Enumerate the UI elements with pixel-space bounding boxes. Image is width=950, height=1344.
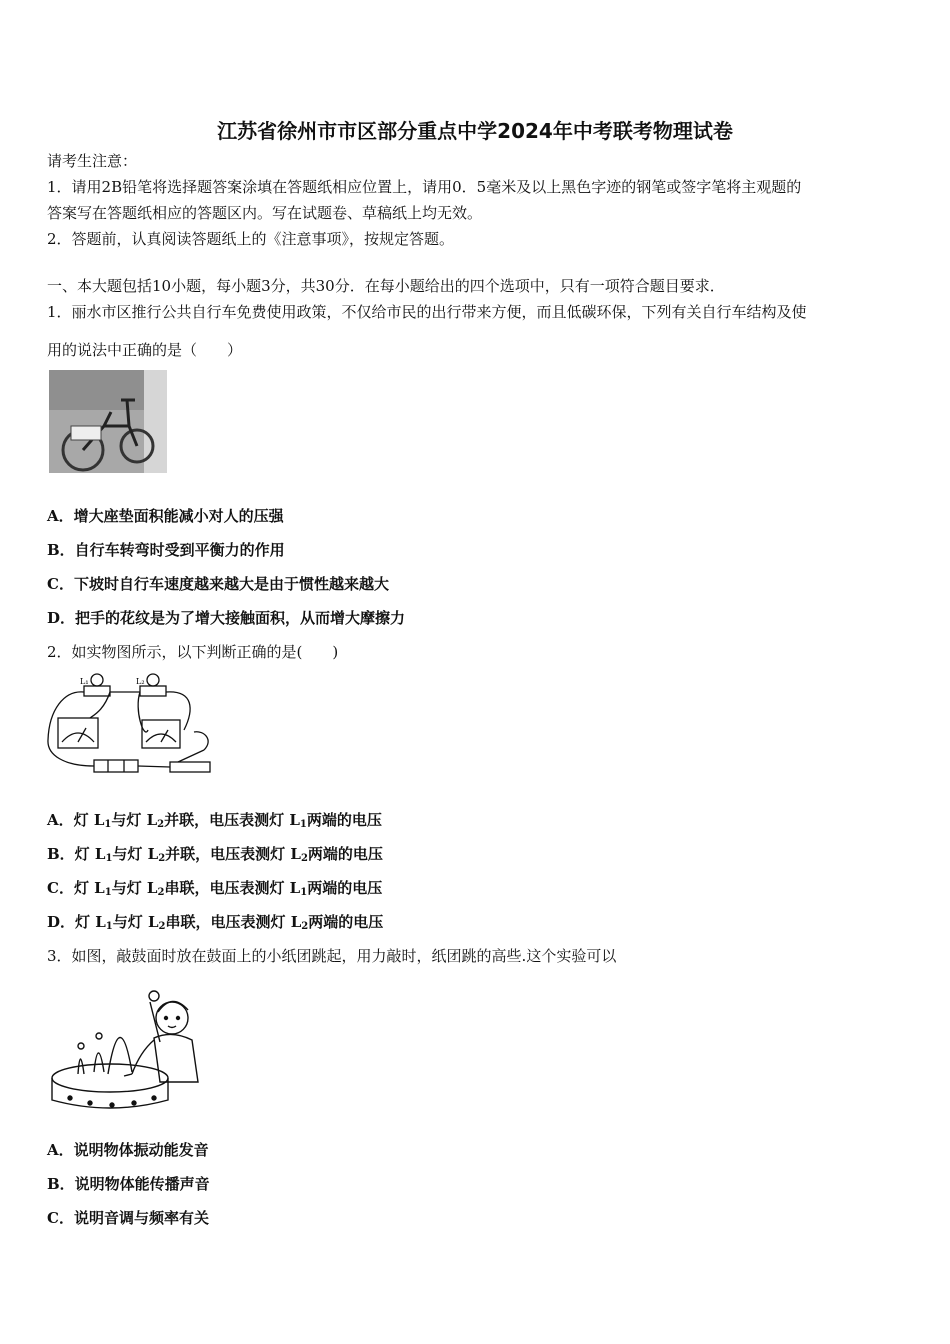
q2-stem: 2．如实物图所示，以下判断正确的是( ): [47, 643, 339, 661]
q3-stem: 3．如图，敲鼓面时放在鼓面上的小纸团跳起，用力敲时，纸团跳的高些.这个实验可以: [47, 947, 617, 965]
q1-stem-cont: 用的说法中正确的是（ ）: [47, 341, 243, 359]
bulb-l1-label: L₁: [80, 677, 89, 686]
q3-option-b: B．说明物体能传播声音: [47, 1175, 210, 1193]
page-title: 江苏省徐州市市区部分重点中学2024年中考联考物理试卷: [217, 119, 733, 143]
q3-option-a: A．说明物体振动能发音: [47, 1141, 209, 1159]
q2-option-c: C．灯 $L_1$与灯 $L_2$串联，电压表测灯 $L_1$两端的电压: [47, 879, 383, 898]
notice-line-1-cont: 答案写在答题纸相应的答题区内。写在试题卷、草稿纸上均无效。: [47, 204, 483, 222]
q2-option-a: A．灯 $L_1$与灯 $L_2$并联，电压表测灯 $L_1$两端的电压: [47, 811, 382, 830]
notice-line-1: 1．请用2B铅笔将选择题答案涂填在答题纸相应位置上，请用0．5毫米及以上黑色字迹的钢笔或签字笔将主观题的: [47, 178, 802, 196]
q1-option-c: C．下坡时自行车速度越来越大是由于惯性越来越大: [47, 575, 389, 593]
circuit-diagram: [44, 670, 224, 780]
q2-option-b: B．灯 $L_1$与灯 $L_2$并联，电压表测灯 $L_2$两端的电压: [47, 845, 383, 864]
q1-option-b: B．自行车转弯时受到平衡力的作用: [47, 541, 285, 559]
q2-option-d: D．灯 $L_1$与灯 $L_2$串联，电压表测灯 $L_2$两端的电压: [47, 913, 384, 932]
q1-option-d: D．把手的花纹是为了增大接触面积，从而增大摩擦力: [47, 609, 406, 627]
q1-option-a: A．增大座垫面积能减小对人的压强: [47, 507, 284, 525]
section-heading: 一、本大题包括10小题，每小题3分，共30分．在每小题给出的四个选项中，只有一项符合题目要求．: [47, 277, 725, 295]
drum-illustration: [50, 982, 202, 1114]
bicycle-photo: [49, 370, 167, 473]
notice-heading: 请考生注意：: [47, 152, 138, 170]
notice-line-2: 2．答题前，认真阅读答题纸上的《注意事项》，按规定答题。: [47, 230, 455, 248]
q3-option-c: C．说明音调与频率有关: [47, 1209, 209, 1227]
bulb-l2-label: L₂: [136, 677, 145, 686]
q1-stem: 1．丽水市区推行公共自行车免费使用政策，不仅给市民的出行带来方便，而且低碳环保，下列有关自行车结构及使: [47, 303, 807, 321]
